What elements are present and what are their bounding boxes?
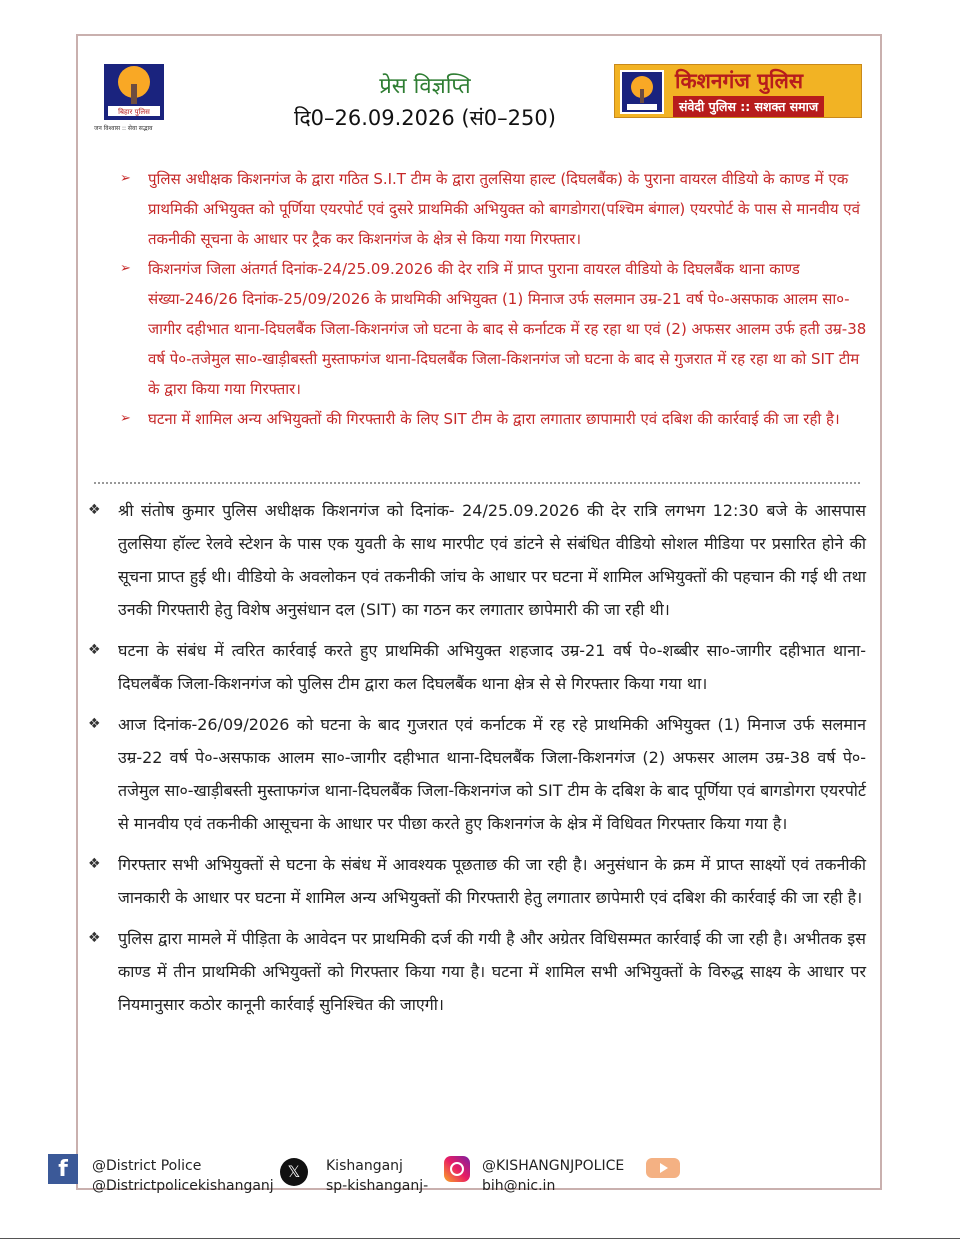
instagram-icon[interactable] xyxy=(444,1156,470,1182)
brand-name: किशनगंज पुलिस xyxy=(675,69,804,93)
diamond-bullet-icon: ❖ xyxy=(88,716,101,732)
kishanganj-police-badge-icon xyxy=(619,69,665,115)
highlight-item xyxy=(116,404,868,434)
facebook-icon[interactable]: f xyxy=(48,1154,78,1184)
arrow-bullet-icon: ➢ xyxy=(120,411,131,426)
x-line-1: Kishanganj xyxy=(326,1158,403,1174)
body-paragraph xyxy=(86,848,866,914)
highlight-text: किशनगंज जिला अंतगर्त दिनांक-24/25.09.2026 की देर रात्रि में प्राप्त पुराना वायरल वीडियो के दिघलबैंक थाना काण्ड संख्या-246/26 दिनांक-25/09/2026 के प्राथमिकी अभियुक्त (1) मिनाज उर्फ सलमान उम्र-21 वर्ष पे०-असफाक आलम सा०-जागीर दहीभात थाना-दिघलबैंक जिला-किशनगंज जो घटना के बाद से कर्नाटक में रह रहा था एवं (2) अफसर आलम उर्फ हती उम्र-38 वर्ष पे०-तजेमुल सा०-खाड़ीबस्ती मुस्ताफगंज थाना-दिघलबैंक जिला-किशनगंज जो घटना के बाद से गुजरात में रह रहा था को SIT टीम के द्वारा किया गया गिरफ्तार। xyxy=(148,260,867,398)
instagram-handle[interactable] xyxy=(482,1156,624,1196)
social-footer xyxy=(48,1150,908,1200)
paragraph-text: गिरफ्तार सभी अभियुक्तों से घटना के संबंध में आवश्यक पूछताछ की जा रही है। अनुसंधान के क्रम में प्राप्त साक्ष्यों एवं तकनीकी जानकारी के आधार पर घटना में शामिल अन्य अभियुक्तों की गिरफ्तारी हेतु लगातार छापेमारी एवं दबिश की कार्रवाई की जा रही है। xyxy=(118,855,866,907)
highlight-item xyxy=(116,254,868,404)
body-paragraph xyxy=(86,634,866,700)
instagram-line-1: @KISHANGNJPOLICE xyxy=(482,1158,625,1174)
facebook-handle[interactable] xyxy=(92,1156,274,1196)
dotted-divider xyxy=(94,482,860,484)
paragraph-text: श्री संतोष कुमार पुलिस अधीक्षक किशनगंज को दिनांक- 24/25.09.2026 की देर रात्रि लगभग 12:30 बजे के आसपास तुलसिया हॉल्ट रेलवे स्टेशन के पास एक युवती के साथ मारपीट एवं डांटने से संबंधित वीडियो सोशल मीडिया पर प्रसारित होने की सूचना प्राप्त हुई थी। वीडियो के अवलोकन एवं तकनीकी जांच के आधार पर घटना में शामिल अभियुक्तों की पहचान की गई थी तथा उनकी गिरफ्तारी हेतु विशेष अनुसंधान दल (SIT) का गठन कर लगातार छापेमारी की जा रही थी। xyxy=(118,501,866,619)
paragraph-text: पुलिस द्वारा मामले में पीड़िता के आवेदन पर प्राथमिकी दर्ज की गयी है और अग्रेतर विधिसम्मत कार्रवाई की जा रही है। अभीतक इस काण्ड में तीन प्राथमिकी अभियुक्तों को गिरफ्तार किया गया है। घटना में शामिल सभी अभियुक्तों के विरुद्ध साक्ष्य के आधार पर नियमानुसार कठोर कानूनी कार्रवाई सुनिश्चित की जाएगी। xyxy=(118,929,866,1014)
bottom-rule xyxy=(0,1238,960,1239)
diamond-bullet-icon: ❖ xyxy=(88,502,101,518)
arrow-bullet-icon: ➢ xyxy=(120,171,131,186)
brand-tagline: संवेदी पुलिस :: सशक्त समाज xyxy=(673,96,824,117)
diamond-bullet-icon: ❖ xyxy=(88,856,101,872)
bihar-police-emblem-icon xyxy=(94,60,170,134)
x-line-2: sp-kishanganj- xyxy=(326,1178,429,1194)
emblem-motto: जन विश्वास :: सेवा सद्भाव xyxy=(94,125,153,132)
youtube-icon[interactable] xyxy=(640,1152,686,1184)
highlight-text: घटना में शामिल अन्य अभियुक्तों की गिरफ्तारी के लिए SIT टीम के द्वारा लगातार छापामारी एवं दबिश की कार्रवाई की जा रही है। xyxy=(148,410,840,428)
highlight-text: पुलिस अधीक्षक किशनगंज के द्वारा गठित S.I.T टीम के द्वारा तुलसिया हाल्ट (दिघलबैंक) के पुराना वायरल वीडियो के काण्ड में एक प्राथमिकी अभियुक्त को पूर्णिया एयरपोर्ट एवं दुसरे प्राथमिकी अभियुक्त को बागडोगरा(पश्चिम बंगाल) एयरपोर्ट के पास से मानवीय एवं तकनीकी सूचना के आधार पर ट्रैक कर किशनगंज के क्षेत्र से किया गया गिरफ्तार। xyxy=(148,170,860,248)
facebook-line-1: @District Police xyxy=(92,1158,202,1174)
highlight-item xyxy=(116,164,868,254)
body-paragraph xyxy=(86,708,866,840)
page-title: प्रेस विज्ञप्ति xyxy=(379,74,471,99)
body-paragraphs xyxy=(86,494,866,1029)
highlights-list xyxy=(116,164,868,434)
date-reference: दि0–26.09.2026 (सं0–250) xyxy=(294,106,556,130)
instagram-line-2: bih@nic.in xyxy=(482,1178,556,1194)
paragraph-text: घटना के संबंध में त्वरित कार्रवाई करते हुए प्राथमिकी अभियुक्त शहजाद उम्र-21 वर्ष पे०-शब्बीर सा०-जागीर दहीभात थाना-दिघलबैंक जिला-किशनगंज को पुलिस टीम द्वारा कल दिघलबैंक थाना क्षेत्र से से गिरफ्तार किया गया था। xyxy=(118,641,866,693)
kishanganj-police-banner xyxy=(614,64,862,118)
facebook-line-2: @Districtpolicekishanganj xyxy=(92,1178,274,1194)
diamond-bullet-icon: ❖ xyxy=(88,642,101,658)
paragraph-text: आज दिनांक-26/09/2026 को घटना के बाद गुजरात एवं कर्नाटक में रह रहे प्राथमिकी अभियुक्त (1) मिनाज उर्फ सलमान उम्र-22 वर्ष पे०-असफाक आलम सा०-जागीर दहीभात थाना-दिघलबैंक जिला-किशनगंज (2) अफसर आलम उम्र-38 वर्ष पे०-तजेमुल सा०-खाड़ीबस्ती मुस्ताफगंज थाना-दिघलबैंक जिला-किशनगंज को SIT टीम के दबिश के बाद पूर्णिया एवं बागडोगरा एयरपोर्ट से मानवीय एवं तकनीकी आसूचना के आधार पर पीछा करते हुए किशनगंज के क्षेत्र में विधिवत गिरफ्तार किया गया है। xyxy=(118,715,866,833)
diamond-bullet-icon: ❖ xyxy=(88,930,101,946)
body-paragraph xyxy=(86,922,866,1021)
body-paragraph xyxy=(86,494,866,626)
x-icon[interactable]: 𝕏 xyxy=(280,1158,308,1186)
arrow-bullet-icon: ➢ xyxy=(120,261,131,276)
x-handle[interactable] xyxy=(326,1156,428,1196)
emblem-text: बिहार पुलिस xyxy=(118,108,150,116)
